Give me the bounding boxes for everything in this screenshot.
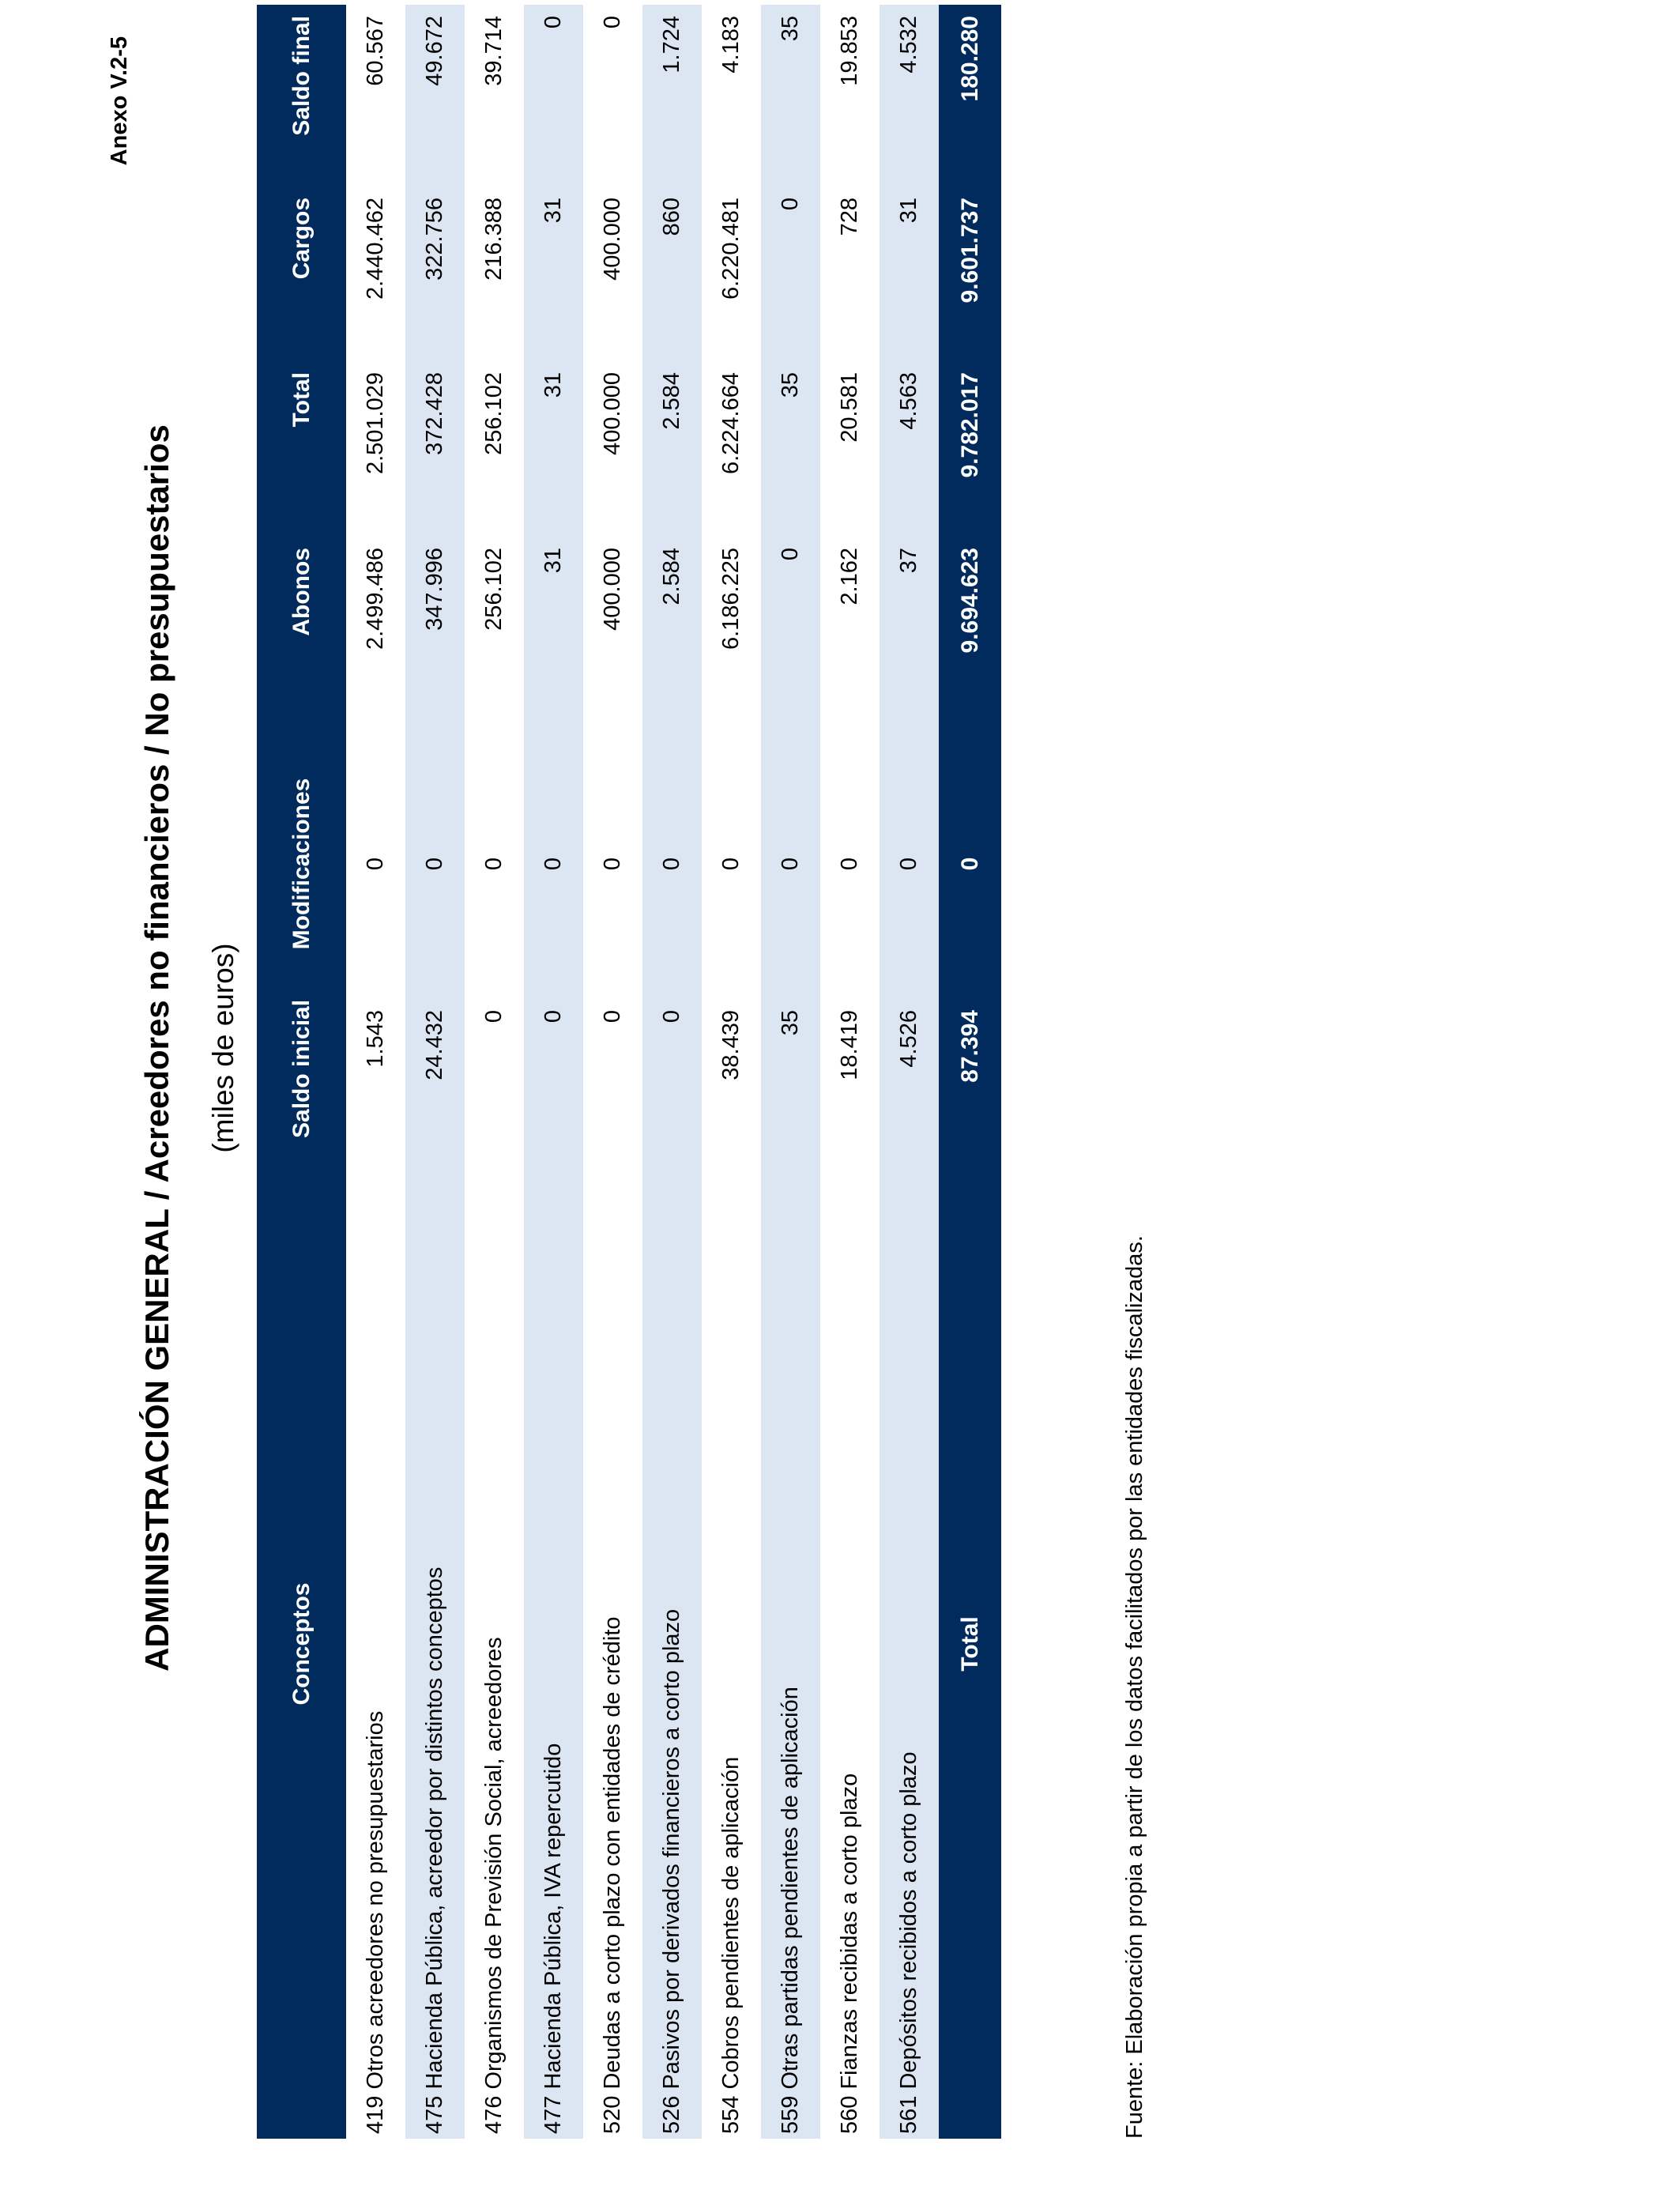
cell-modificaciones: 0 — [642, 729, 702, 999]
cell-total: 256.102 — [481, 372, 507, 455]
cell-cargos: 6.220.481 — [718, 198, 744, 300]
cell-abonos: 2.162 — [837, 548, 862, 605]
cell-saldo-inicial: 0 — [524, 999, 583, 1149]
total-label: Total — [939, 1149, 1001, 2139]
cell-total: 35 — [761, 361, 820, 537]
cell-abonos: 400.000 — [600, 548, 625, 631]
cell-abonos: 0 — [761, 537, 820, 729]
table-body — [346, 5, 939, 2139]
cell-modificaciones: 0 — [761, 729, 820, 999]
page-title: ADMINISTRACIÓN GENERAL / Acreedores no financieros / No presupuestarios — [138, 424, 175, 1672]
header-saldo-inicial: Saldo inicial — [257, 999, 346, 1149]
cell-cargos: 400.000 — [600, 198, 625, 281]
cell-abonos: 37 — [880, 537, 939, 729]
source-note: Fuente: Elaboración propia a partir de los datos facilitados por las entidades fiscalizadas. — [1122, 1235, 1147, 2139]
table-row — [583, 5, 642, 2139]
header-cargos: Cargos — [257, 187, 346, 361]
table-row — [702, 5, 761, 2139]
cell-saldo-final: 35 — [761, 5, 820, 187]
cell-saldo-inicial: 38.439 — [718, 1010, 744, 1080]
cell-modificaciones: 0 — [880, 729, 939, 999]
cell-total: 20.581 — [837, 372, 862, 443]
cell-cargos: 860 — [642, 187, 702, 361]
cell-abonos: 6.186.225 — [718, 548, 744, 650]
cell-saldo-inicial: 0 — [481, 1010, 507, 1023]
table-row — [761, 5, 820, 2139]
cell-modificaciones: 0 — [718, 857, 744, 871]
cell-concepto: 419 Otros acreedores no presupuestarios — [363, 1710, 388, 2134]
cell-concepto: 554 Cobros pendientes de aplicación — [718, 1756, 744, 2134]
cell-concepto: 477 Hacienda Pública, IVA repercutido — [524, 1149, 583, 2139]
cell-saldo-final: 1.724 — [642, 5, 702, 187]
cell-concepto: 561 Depósitos recibidos a corto plazo — [880, 1149, 939, 2139]
cell-abonos: 256.102 — [481, 548, 507, 631]
total-total: 9.782.017 — [939, 361, 1001, 537]
cell-abonos: 31 — [524, 537, 583, 729]
cell-saldo-inicial: 35 — [761, 999, 820, 1149]
annex-label: Anexo V.2-5 — [107, 36, 132, 166]
cell-cargos: 216.388 — [481, 198, 507, 281]
cell-saldo-inicial: 0 — [642, 999, 702, 1149]
cell-saldo-final: 0 — [600, 16, 625, 29]
header-saldo-final: Saldo final — [257, 5, 346, 187]
cell-saldo-final: 19.853 — [837, 16, 862, 86]
cell-total: 31 — [524, 361, 583, 537]
cell-concepto: 520 Deudas a corto plazo con entidades de crédito — [600, 1616, 625, 2134]
units-note: (miles de euros) — [207, 943, 239, 1153]
cell-cargos: 2.440.462 — [363, 198, 388, 300]
cell-concepto: 559 Otras partidas pendientes de aplicación — [761, 1149, 820, 2139]
cell-concepto: 476 Organismos de Previsión Social, acreedores — [481, 1637, 507, 2134]
table-row — [820, 5, 880, 2139]
cell-cargos: 31 — [880, 187, 939, 361]
table-row — [346, 5, 405, 2139]
cell-modificaciones: 0 — [600, 857, 625, 871]
table-row — [880, 5, 939, 2139]
cell-total: 4.563 — [880, 361, 939, 537]
header-conceptos: Conceptos — [257, 1149, 346, 2139]
cell-saldo-final: 4.532 — [880, 5, 939, 187]
cell-modificaciones: 0 — [363, 857, 388, 871]
cell-modificaciones: 0 — [405, 729, 465, 999]
cell-abonos: 2.499.486 — [363, 548, 388, 650]
cell-cargos: 322.756 — [405, 187, 465, 361]
table-row — [465, 5, 524, 2139]
cell-modificaciones: 0 — [837, 857, 862, 871]
total-saldo-inicial: 87.394 — [939, 999, 1001, 1149]
total-modificaciones: 0 — [939, 729, 1001, 999]
cell-cargos: 0 — [761, 187, 820, 361]
table-row — [405, 5, 465, 2139]
cell-saldo-inicial: 0 — [600, 1010, 625, 1023]
cell-saldo-inicial: 1.543 — [363, 1010, 388, 1068]
cell-total: 2.584 — [642, 361, 702, 537]
cell-saldo-inicial: 18.419 — [837, 1010, 862, 1080]
creditors-table — [257, 5, 1001, 2139]
cell-modificaciones: 0 — [524, 729, 583, 999]
cell-saldo-final: 49.672 — [405, 5, 465, 187]
cell-concepto: 526 Pasivos por derivados financieros a corto plazo — [642, 1149, 702, 2139]
cell-total: 2.501.029 — [363, 372, 388, 475]
table-row — [524, 5, 583, 2139]
header-total: Total — [257, 361, 346, 537]
cell-total: 372.428 — [405, 361, 465, 537]
table-row — [642, 5, 702, 2139]
total-abonos: 9.694.623 — [939, 537, 1001, 729]
cell-total: 6.224.664 — [718, 372, 744, 475]
table-header-row — [257, 5, 346, 2139]
total-cargos: 9.601.737 — [939, 187, 1001, 361]
cell-concepto: 475 Hacienda Pública, acreedor por distintos conceptos — [405, 1149, 465, 2139]
cell-cargos: 31 — [524, 187, 583, 361]
header-abonos: Abonos — [257, 537, 346, 729]
cell-cargos: 728 — [837, 198, 862, 236]
cell-concepto: 560 Fianzas recibidas a corto plazo — [837, 1773, 862, 2134]
cell-saldo-final: 0 — [524, 5, 583, 187]
cell-saldo-final: 60.567 — [363, 16, 388, 86]
cell-saldo-inicial: 4.526 — [880, 999, 939, 1149]
cell-saldo-final: 39.714 — [481, 16, 507, 86]
cell-abonos: 2.584 — [642, 537, 702, 729]
cell-saldo-final: 4.183 — [718, 16, 744, 74]
table-total-row — [939, 5, 1001, 2139]
cell-abonos: 347.996 — [405, 537, 465, 729]
total-saldo-final: 180.280 — [939, 5, 1001, 187]
cell-saldo-inicial: 24.432 — [405, 999, 465, 1149]
cell-modificaciones: 0 — [481, 857, 507, 871]
cell-total: 400.000 — [600, 372, 625, 455]
header-modificaciones: Modificaciones — [257, 729, 346, 999]
